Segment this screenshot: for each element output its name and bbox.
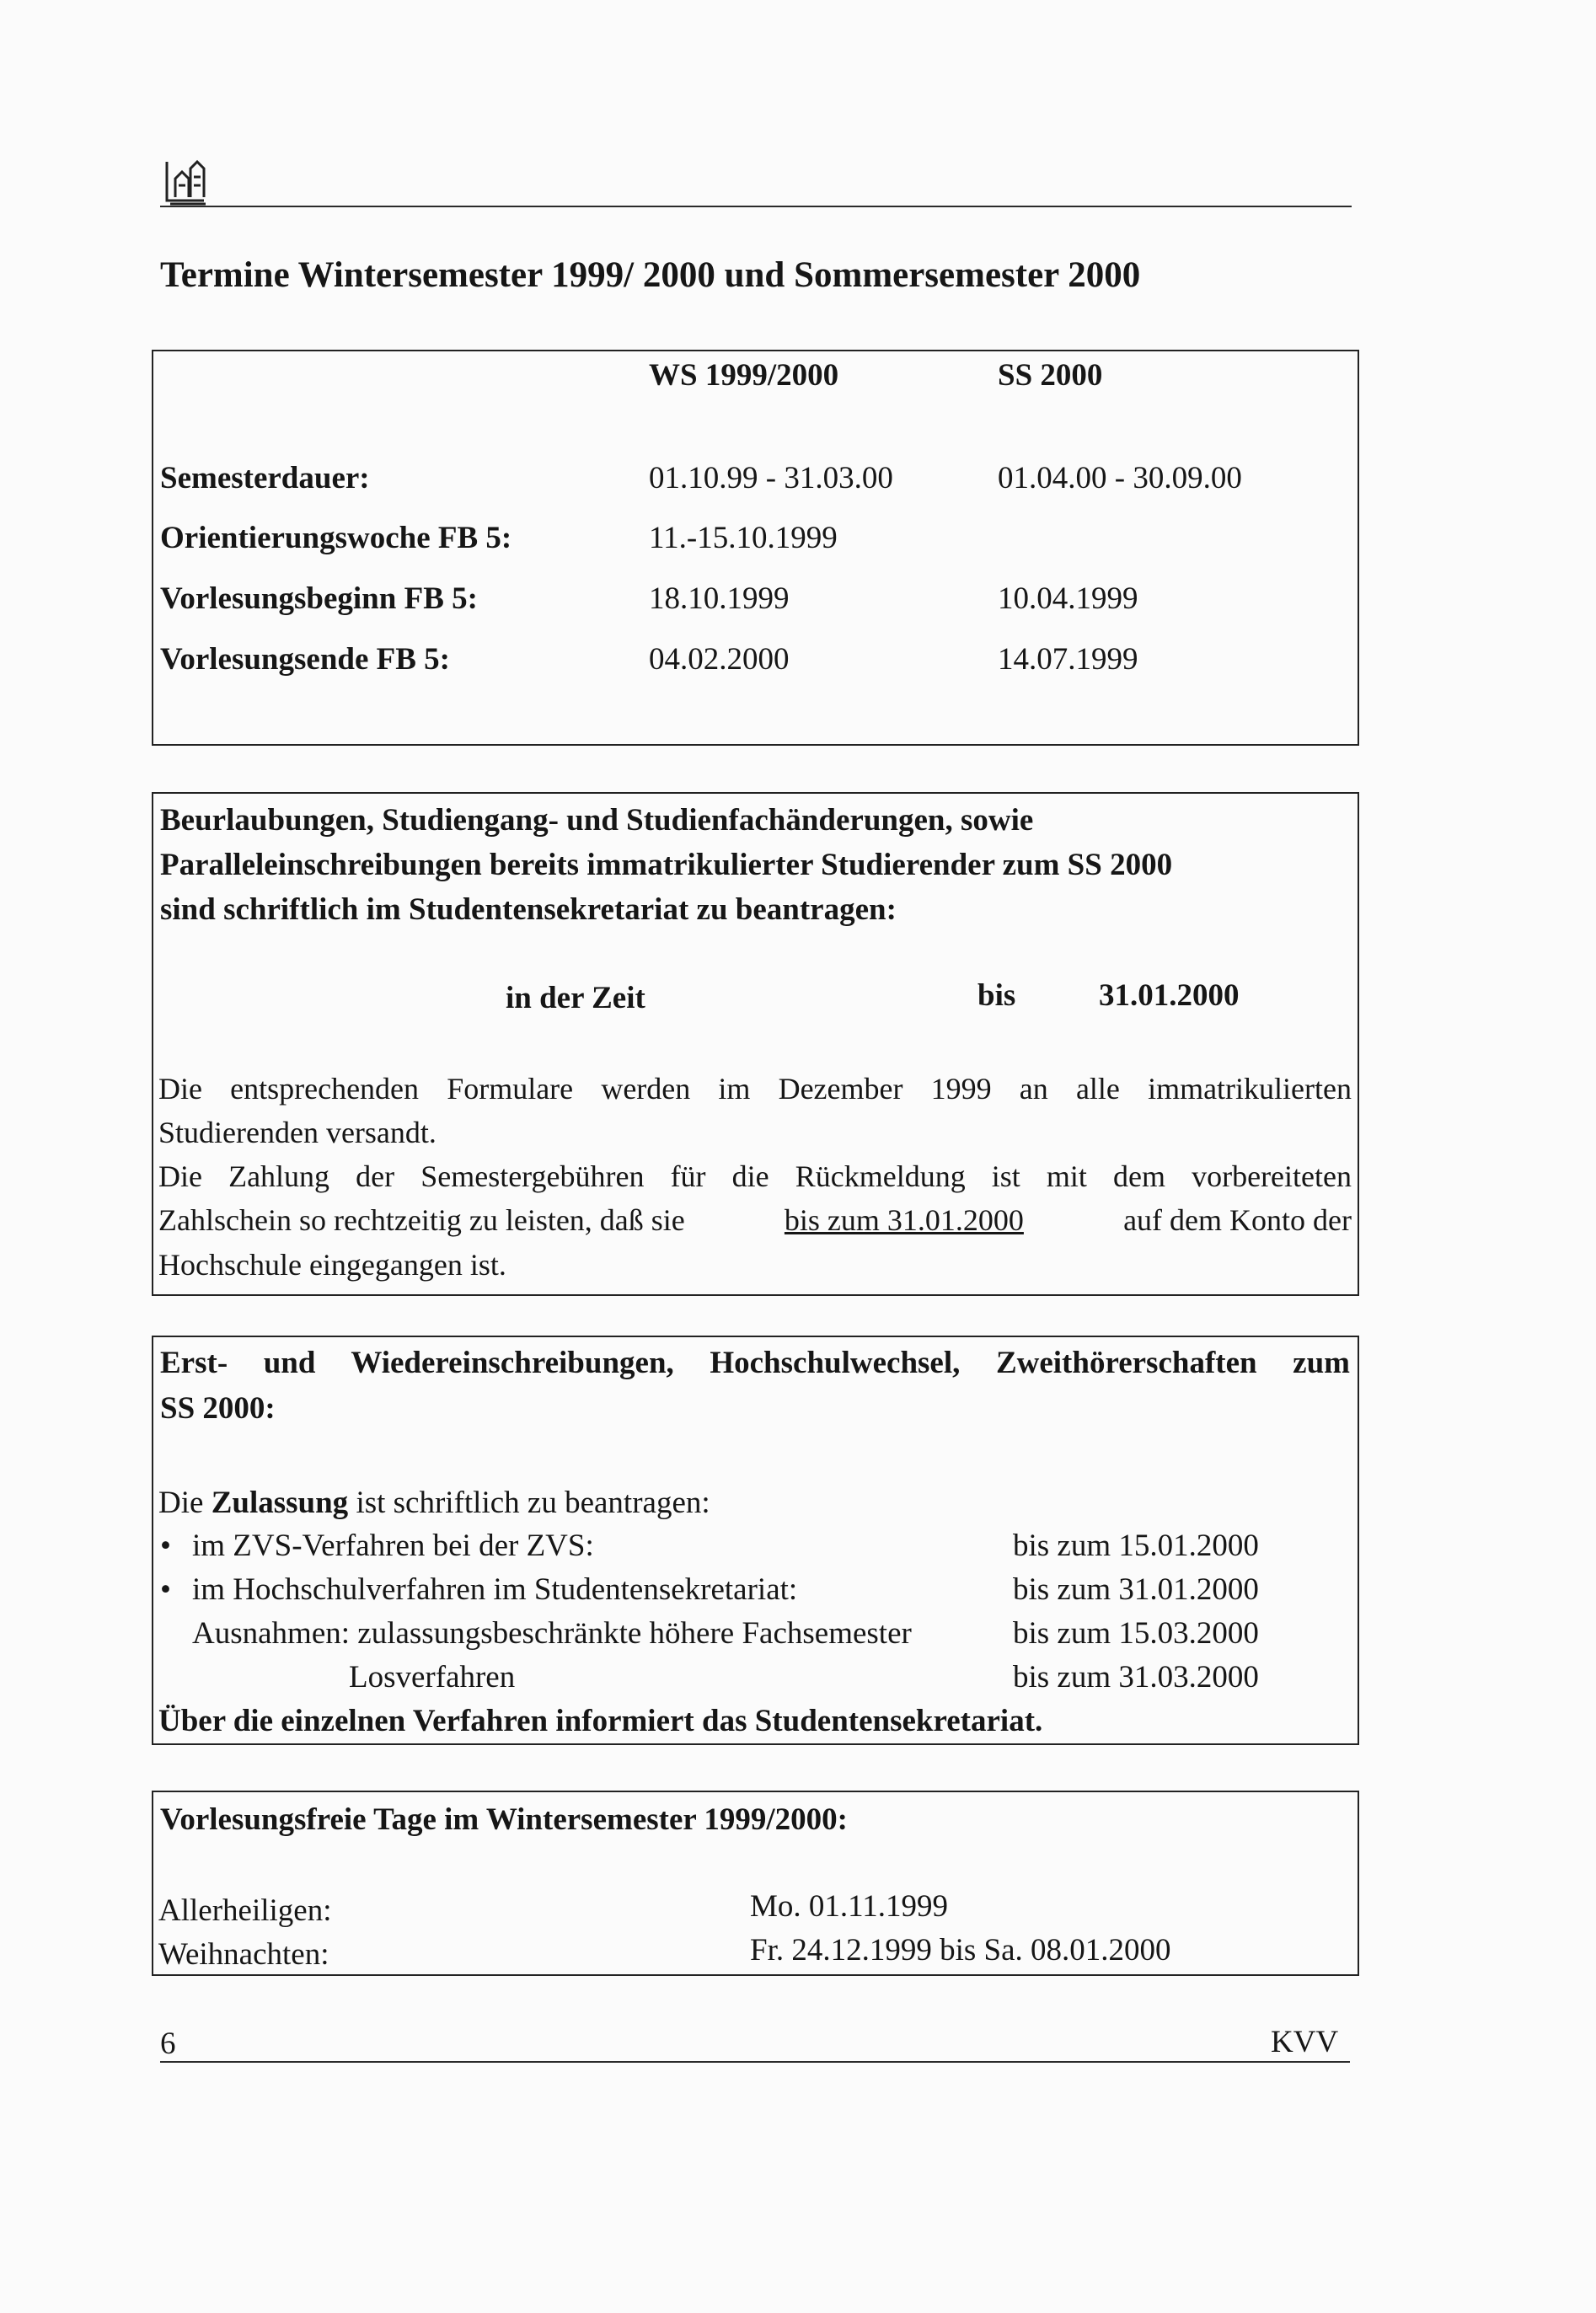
- leave-paragraph-line: Studierenden versandt.: [158, 1116, 436, 1149]
- page-title: Termine Wintersemester 1999/ 2000 und Sommersemester 2000: [160, 255, 1141, 295]
- row-label: Orientierungswoche FB 5:: [160, 521, 512, 555]
- admission-item-text: Ausnahmen: zulassungsbeschränkte höhere Fachsemester: [192, 1616, 912, 1651]
- footer-label: KVV: [1271, 2025, 1339, 2059]
- leave-paragraph-line: Die Zahlung der Semestergebühren für die Rückmeldung ist mit dem vorbereiteten: [158, 1159, 1352, 1193]
- row-ss-value: 14.07.1999: [998, 642, 1138, 677]
- deadline-date: 31.01.2000: [1099, 978, 1240, 1013]
- leave-heading-line: Beurlaubungen, Studiengang- und Studienfachänderungen, sowie: [160, 803, 1034, 838]
- row-label: Semesterdauer:: [160, 461, 370, 495]
- row-ws-value: 01.10.99 - 31.03.00: [649, 461, 893, 495]
- leave-paragraph-line: [158, 1202, 1352, 1238]
- row-label: Vorlesungsbeginn FB 5:: [160, 581, 478, 616]
- page-number: 6: [160, 2027, 176, 2061]
- admission-bullet: •: [160, 1572, 171, 1607]
- holiday-label: Weihnachten:: [158, 1937, 329, 1972]
- admission-item-text: im ZVS-Verfahren bei der ZVS:: [192, 1529, 594, 1563]
- row-ss-value: 10.04.1999: [998, 581, 1138, 616]
- enrollment-heading-line: SS 2000:: [160, 1391, 276, 1426]
- bis-label: bis: [977, 978, 1016, 1013]
- leave-heading-line: sind schriftlich im Studentensekretariat zu beantragen:: [160, 892, 897, 927]
- holiday-date: Mo. 01.11.1999: [750, 1889, 949, 1924]
- row-ss-value: 01.04.00 - 30.09.00: [998, 461, 1242, 495]
- row-ws-value: 18.10.1999: [649, 581, 790, 616]
- holiday-label: Allerheiligen:: [158, 1893, 332, 1928]
- holiday-date: Fr. 24.12.1999 bis Sa. 08.01.2000: [750, 1933, 1171, 1968]
- admission-item-date: bis zum 15.01.2000: [1013, 1529, 1259, 1563]
- leave-paragraph-line: Die entsprechenden Formulare werden im Dezember 1999 an alle immatrikulierten: [158, 1072, 1352, 1106]
- admission-item-text: im Hochschulverfahren im Studentensekretariat:: [192, 1572, 798, 1607]
- enrollment-footer: Über die einzelnen Verfahren informiert das Studentensekretariat.: [158, 1704, 1043, 1738]
- column-header-ss: SS 2000: [998, 358, 1103, 393]
- admission-bullet: •: [160, 1529, 171, 1563]
- footer-rule: [160, 2061, 1350, 2063]
- admission-item-text: Losverfahren: [349, 1660, 516, 1695]
- header-rule: [160, 206, 1352, 207]
- leave-heading-line: Paralleleinschreibungen bereits immatrikulierter Studierender zum SS 2000: [160, 848, 1173, 882]
- admission-item-date: bis zum 15.03.2000: [1013, 1616, 1259, 1651]
- payment-text-end: auf dem Konto der: [1123, 1203, 1352, 1237]
- row-ws-value: 11.-15.10.1999: [649, 521, 838, 555]
- university-logo-icon: [162, 155, 209, 207]
- admission-intro: Die Zulassung ist schriftlich zu beantragen:: [158, 1486, 710, 1520]
- leave-paragraph-line: Hochschule eingegangen ist.: [158, 1248, 506, 1282]
- row-ws-value: 04.02.2000: [649, 642, 790, 677]
- holidays-heading: Vorlesungsfreie Tage im Wintersemester 1999/2000:: [160, 1802, 848, 1837]
- admission-item-date: bis zum 31.01.2000: [1013, 1572, 1259, 1607]
- enrollment-heading-line: Erst- und Wiedereinschreibungen, Hochschulwechsel, Zweithörerschaften zum: [160, 1346, 1350, 1380]
- admission-keyword: Zulassung: [211, 1486, 349, 1520]
- column-header-ws: WS 1999/2000: [649, 358, 839, 393]
- payment-deadline: bis zum 31.01.2000: [784, 1203, 1024, 1237]
- admission-item-date: bis zum 31.03.2000: [1013, 1660, 1259, 1695]
- row-label: Vorlesungsende FB 5:: [160, 642, 451, 677]
- period-label: in der Zeit: [506, 981, 645, 1015]
- payment-text: Zahlschein so rechtzeitig zu leisten, daß sie: [158, 1203, 685, 1237]
